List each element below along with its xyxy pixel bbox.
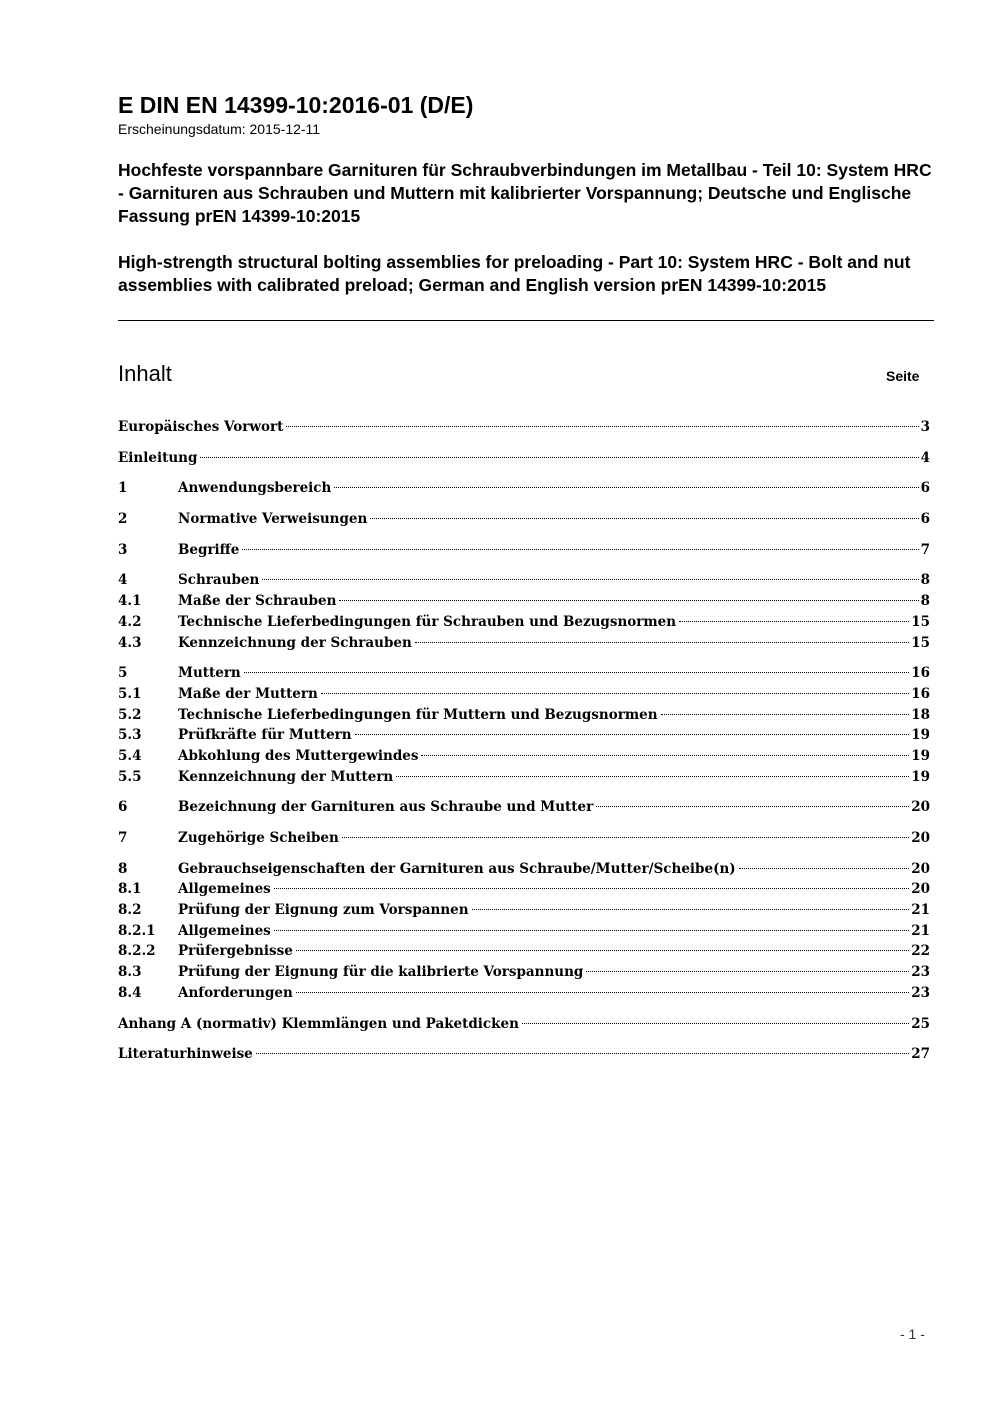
toc-entry[interactable]	[118, 941, 930, 962]
toc-entry-page: 15	[911, 634, 930, 651]
toc-entry-page: 20	[911, 830, 930, 846]
toc-entry-number: 4.2	[118, 613, 142, 630]
toc-entry-page: 23	[911, 964, 930, 981]
toc-entry-page: 18	[911, 706, 930, 723]
title-english: High-strength structural bolting assemblies for preloading - Part 10: System HRC - Bolt and nut assemblies with calibrated preload; German and English version prEN 14399-10:2015	[118, 252, 911, 295]
toc-dot-leader	[200, 457, 918, 458]
toc-entry-label: Prüfung der Eignung zum Vorspannen	[178, 902, 469, 919]
toc-dot-leader	[256, 1053, 909, 1054]
toc-dot-leader	[661, 714, 910, 715]
toc-entry-number: 5.5	[118, 768, 142, 785]
toc-dot-leader	[355, 734, 910, 735]
title-german: Hochfeste vorspannbare Garnituren für Schraubverbindungen im Metallbau - Teil 10: System HRC - Garnituren aus Schrauben und Muttern mit kalibrierter Vorspannung; Deutsche und Englische Fassung prEN 14399-10:2015	[118, 160, 932, 226]
toc-entry-label: Maße der Schrauben	[178, 593, 337, 610]
toc-entry-label: Bezeichnung der Garnituren aus Schraube und Mutter	[178, 799, 594, 816]
toc-entry-number: 5	[118, 665, 128, 682]
toc-entry-label: Gebrauchseigenschaften der Garnituren aus Schraube/Mutter/Scheibe(n)	[178, 860, 736, 877]
toc-entry-number: 1	[118, 480, 128, 497]
toc-dot-leader	[296, 992, 909, 993]
toc-entry[interactable]	[118, 983, 930, 1004]
toc-entry-page: 20	[911, 799, 930, 816]
toc-entry-label: Anhang A (normativ) Klemmlängen und Paketdicken	[118, 1015, 519, 1032]
toc-entry-number: 8.2.2	[118, 943, 156, 960]
toc-entry-label: Begriffe	[178, 541, 240, 558]
toc-entry-page: 21	[911, 902, 930, 919]
toc-entry-label: Prüfergebnisse	[178, 943, 293, 960]
toc-entry-page: 19	[911, 727, 930, 744]
toc-entry[interactable]	[118, 448, 930, 469]
document-id: E DIN EN 14399-10:2016-01 (D/E)	[118, 92, 474, 118]
toc-entry[interactable]	[118, 859, 930, 880]
toc-entry-label: Zugehörige Scheiben	[178, 830, 339, 846]
toc-entry-label: Kennzeichnung der Schrauben	[178, 634, 412, 651]
toc-dot-leader	[472, 909, 910, 910]
toc-entry-page: 16	[911, 685, 930, 702]
toc-entry-label: Anwendungsbereich	[178, 480, 332, 497]
toc-entry[interactable]	[118, 900, 930, 921]
toc-entry-label: Muttern	[178, 665, 241, 682]
toc-entry-label: Kennzeichnung der Muttern	[178, 768, 394, 785]
toc-entry-label: Technische Lieferbedingungen für Muttern und Bezugsnormen	[178, 706, 658, 723]
toc-entry[interactable]	[118, 746, 930, 767]
toc-entry[interactable]	[118, 962, 930, 983]
toc-entry-page: 8	[920, 593, 930, 610]
toc-entry[interactable]	[118, 828, 930, 849]
toc-entry[interactable]	[118, 921, 930, 942]
toc-entry-number: 5.1	[118, 685, 142, 702]
toc-entry-number: 8.1	[118, 881, 142, 898]
toc-entry-number: 8.2.1	[118, 922, 156, 939]
toc-dot-leader	[739, 868, 910, 869]
toc-entry-page: 19	[911, 768, 930, 785]
toc-entry-label: Literaturhinweise	[118, 1046, 253, 1063]
toc-dot-leader	[522, 1023, 909, 1024]
toc-entry-page: 25	[911, 1015, 930, 1032]
toc-entry[interactable]	[118, 797, 930, 818]
publication-date: Erscheinungsdatum: 2015-12-11	[118, 121, 321, 137]
toc-entry[interactable]	[118, 1044, 930, 1065]
toc-entry-label: Europäisches Vorwort	[118, 419, 284, 435]
toc-entry[interactable]	[118, 1014, 930, 1035]
toc-entry[interactable]	[118, 725, 930, 746]
toc-dot-leader	[296, 950, 909, 951]
toc-entry[interactable]	[118, 767, 930, 788]
toc-entry-number: 4.1	[118, 593, 142, 610]
toc-entry-number: 4.3	[118, 634, 142, 651]
toc-entry-number: 5.4	[118, 747, 142, 764]
toc-entry-label: Anforderungen	[178, 984, 293, 1001]
toc-entry-label: Einleitung	[118, 449, 198, 466]
toc-entry-label: Allgemeines	[178, 881, 271, 898]
toc-dot-leader	[396, 776, 909, 777]
toc-dot-leader	[286, 426, 918, 427]
toc-entry-number: 6	[118, 799, 128, 816]
toc-entry[interactable]	[118, 478, 930, 499]
toc-entry-number: 8	[118, 860, 128, 877]
toc-entry-page: 20	[911, 881, 930, 898]
toc-entry[interactable]	[118, 684, 930, 705]
toc-entry-number: 5.3	[118, 727, 142, 744]
toc-entry-label: Technische Lieferbedingungen für Schrauben und Bezugsnormen	[178, 613, 677, 630]
toc-dot-leader	[596, 806, 909, 807]
toc-entry[interactable]	[118, 633, 930, 654]
toc-entry-page: 3	[920, 419, 930, 435]
toc-dot-leader	[262, 579, 918, 580]
toc-entry-number: 8.4	[118, 984, 142, 1001]
toc-dot-leader	[242, 549, 918, 550]
table-of-contents	[118, 417, 930, 1065]
toc-dot-leader	[342, 837, 909, 838]
toc-dot-leader	[415, 642, 909, 643]
toc-entry-page: 15	[911, 613, 930, 630]
toc-dot-leader	[679, 621, 909, 622]
toc-entry[interactable]	[118, 540, 930, 561]
toc-entry[interactable]	[118, 591, 930, 612]
page-column-label: Seite	[886, 368, 920, 384]
toc-entry-label: Prüfkräfte für Muttern	[178, 727, 352, 744]
toc-entry-page: 21	[911, 922, 930, 939]
toc-entry-label: Prüfung der Eignung für die kalibrierte Vorspannung	[178, 964, 584, 981]
toc-dot-leader	[334, 487, 918, 488]
toc-dot-leader	[586, 971, 909, 972]
header-divider	[118, 320, 934, 321]
toc-entry-label: Normative Verweisungen	[178, 511, 368, 528]
toc-entry-page: 7	[920, 541, 930, 558]
toc-entry-page: 23	[911, 984, 930, 1001]
toc-entry-page: 4	[920, 449, 930, 466]
toc-entry-number: 5.2	[118, 706, 142, 723]
toc-entry[interactable]	[118, 570, 930, 591]
toc-entry[interactable]	[118, 705, 930, 726]
toc-entry[interactable]	[118, 663, 930, 684]
toc-dot-leader	[321, 693, 909, 694]
toc-dot-leader	[339, 600, 918, 601]
toc-entry-page: 6	[920, 511, 930, 528]
toc-entry-page: 6	[920, 480, 930, 497]
toc-entry-label: Maße der Muttern	[178, 685, 318, 702]
toc-entry[interactable]	[118, 509, 930, 530]
toc-entry-page: 19	[911, 747, 930, 764]
toc-entry-page: 16	[911, 665, 930, 682]
toc-entry-number: 8.3	[118, 964, 142, 981]
toc-entry-page: 8	[920, 572, 930, 589]
toc-dot-leader	[370, 518, 918, 519]
toc-entry-label: Allgemeines	[178, 922, 271, 939]
toc-dot-leader	[274, 930, 909, 931]
toc-entry-number: 8.2	[118, 902, 142, 919]
toc-entry[interactable]	[118, 612, 930, 633]
toc-entry-label: Schrauben	[178, 572, 260, 589]
toc-entry-number: 7	[118, 830, 128, 846]
toc-entry-number: 4	[118, 572, 128, 589]
toc-entry-number: 3	[118, 541, 128, 558]
toc-entry-number: 2	[118, 511, 128, 528]
toc-entry[interactable]	[118, 879, 930, 900]
footer-page-number: - 1 -	[900, 1326, 925, 1342]
toc-heading: Inhalt	[118, 361, 172, 386]
toc-dot-leader	[421, 755, 909, 756]
toc-dot-leader	[244, 672, 909, 673]
toc-entry[interactable]	[118, 417, 930, 438]
toc-entry-page: 20	[911, 860, 930, 877]
toc-dot-leader	[274, 888, 909, 889]
toc-entry-page: 27	[911, 1046, 930, 1063]
toc-entry-page: 22	[911, 943, 930, 960]
toc-entry-label: Abkohlung des Muttergewindes	[178, 747, 419, 764]
